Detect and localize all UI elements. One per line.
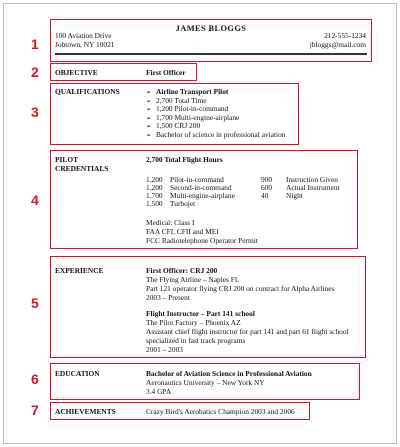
header-divider xyxy=(55,53,367,55)
qualifications-box xyxy=(50,83,299,145)
hours-description-2: Actual Instrument xyxy=(286,183,340,192)
hours-number-2: 900 xyxy=(261,175,273,184)
hours-number: 1,500 xyxy=(146,199,163,208)
job-description: specialized in fast track programs xyxy=(146,336,246,345)
pilot-credentials-label-line1: PILOT xyxy=(55,155,78,164)
pilot-credentials-box xyxy=(50,150,358,249)
job-description: Assistant chief flight instructor for part 141 and part 61 flight school xyxy=(146,327,349,336)
qualifications-list xyxy=(146,88,286,140)
section-number-7: 7 xyxy=(31,402,39,418)
section-number-6: 6 xyxy=(31,371,39,387)
address-line1: 100 Aviation Drive xyxy=(55,31,112,40)
hours-description: Multi-engine-airplane xyxy=(170,191,235,200)
experience-box xyxy=(50,256,366,358)
job-employer: The Flying Airline – Naples FL xyxy=(146,275,240,284)
gpa: 3.4 GPA xyxy=(146,387,172,396)
objective-value: First Officer xyxy=(146,68,186,77)
job-title: First Officer: CRJ 200 xyxy=(146,266,218,275)
job-dates: 2001 – 2003 xyxy=(146,345,183,354)
qualification-item: ➢ 1,500 CRJ 200 xyxy=(146,122,286,131)
section-number-1: 1 xyxy=(31,36,39,52)
job-dates: 2003 – Present xyxy=(146,293,190,302)
education-box xyxy=(50,363,360,400)
hours-number: 1,200 xyxy=(146,175,163,184)
section-number-4: 4 xyxy=(31,192,39,208)
phone-number: 212-555-1234 xyxy=(324,31,366,40)
qualification-item: ➢ 1,700 Multi-engine-airplane xyxy=(146,114,286,123)
experience-label: EXPERIENCE xyxy=(55,266,104,275)
job-description: Part 121 operator flying CRJ 200 on contract for Alpha Airlines xyxy=(146,284,335,293)
hours-number: 1,200 xyxy=(146,183,163,192)
qualifications-label: QUALIFICATIONS xyxy=(55,87,120,96)
section-number-2: 2 xyxy=(31,64,39,80)
hours-number: 1,700 xyxy=(146,191,163,200)
hours-number-2: 600 xyxy=(261,183,273,192)
school: Aeronautics University – New York NY xyxy=(146,378,265,387)
hours-description: Second-in-command xyxy=(170,183,232,192)
achievement-item: Crazy Bird's Aerobatics Champion 2003 and 2006 xyxy=(146,407,295,416)
objective-box xyxy=(50,63,197,81)
qualification-item: ➢ 1,200 Pilot-in-command xyxy=(146,105,286,114)
pilot-credentials-label-line2: CREDENTIALS xyxy=(55,164,109,173)
candidate-name: JAMES BLOGGS xyxy=(175,24,247,33)
hours-number-2: 40 xyxy=(261,191,269,200)
email-address: jbloggs@mail.com xyxy=(309,40,366,49)
achievements-label: ACHIEVEMENTS xyxy=(55,407,116,416)
hours-description-2: Instruction Given xyxy=(286,175,338,184)
qualification-item: ➢ Airline Transport Pilot xyxy=(146,88,286,97)
radio-permit: FCC Radiotelephone Operator Permit xyxy=(146,236,258,245)
hours-description: Pilot-in-command xyxy=(170,175,224,184)
degree: Bachelor of Aviation Science in Professional Aviation xyxy=(146,369,312,378)
total-flight-hours: 2,700 Total Flight Hours xyxy=(146,155,223,164)
medical-class: Medical: Class I xyxy=(146,218,195,227)
section-number-3: 3 xyxy=(31,104,39,120)
qualification-item: ➢ Bachelor of science in professional aviation xyxy=(146,131,286,140)
hours-description-2: Night xyxy=(286,191,303,200)
qualification-item: ➢ 2,700 Total Time xyxy=(146,97,286,106)
job-title: Flight Instructor – Part 141 school xyxy=(146,309,255,318)
section-number-5: 5 xyxy=(31,295,39,311)
objective-label: OBJECTIVE xyxy=(55,68,98,77)
achievements-box xyxy=(50,402,310,420)
faa-certificates: FAA CFI, CFII and MEI xyxy=(146,227,219,236)
hours-description: Turbojet xyxy=(170,199,196,208)
header-box xyxy=(50,19,372,62)
address-line2: Jobtown, NY 10021 xyxy=(55,40,115,49)
education-label: EDUCATION xyxy=(55,369,100,378)
job-employer: The Pilot Factory – Phoenix AZ xyxy=(146,318,241,327)
